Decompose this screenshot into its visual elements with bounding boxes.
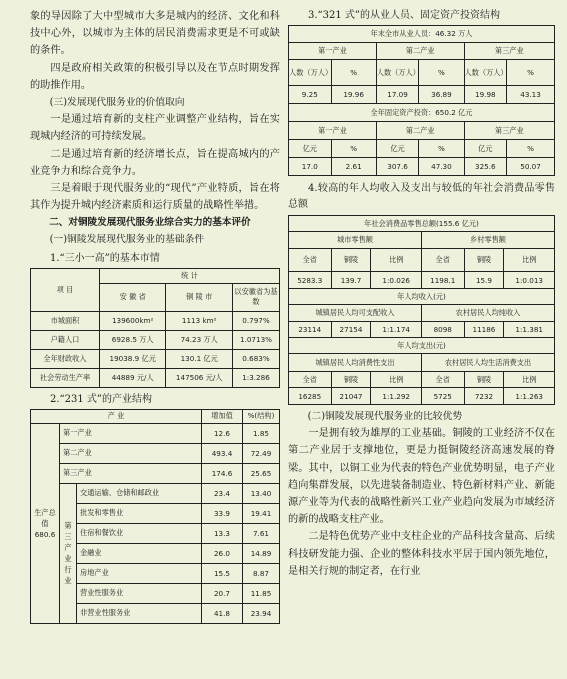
table-cell: 市城面积 <box>31 311 100 330</box>
header-cell: % <box>331 60 376 86</box>
paragraph: 一是拥有较为雄厚的工业基础。铜陵的工业经济不仅在第二产业居于支撑地位，更是力挺铜陵经济高速发展的脊梁。其中，以铜工业为代表的特色产业优势明显，电子产业趋向集群发展，以先进装备制造业、特色新材料产业、新能源产业等为代表的战略性新兴工业产业趋向发展为市域经济的新的战略支柱产业。 <box>288 428 555 526</box>
table-cell: 36.89 <box>419 86 464 104</box>
table-cell: 19038.9 亿元 <box>100 349 166 368</box>
header-cell: 亿元 <box>289 140 332 158</box>
table-cell: 房地产业 <box>77 563 202 583</box>
table-cell: 1:3.286 <box>233 368 280 387</box>
table-cell: 1:1.292 <box>371 388 422 405</box>
employment-investment-table <box>288 25 555 176</box>
table-cell: 第一产业 <box>60 423 202 443</box>
header-cell: 第三产业 <box>464 122 554 140</box>
table-row <box>31 349 280 368</box>
header-cell: 项 目 <box>31 268 100 311</box>
table-cell: 7232 <box>464 388 504 405</box>
header-cell: % <box>419 140 464 158</box>
table-cell: 23.4 <box>202 483 243 503</box>
header-cell: % <box>419 60 464 86</box>
paragraph: 三是着眼于现代服务业的“现代”产业特质，旨在将其作为提升城内经济素质和运行质量的战略性举措。 <box>30 183 280 212</box>
table-cell: 1198.1 <box>421 272 464 289</box>
table-cell: 6928.5 万人 <box>100 330 166 349</box>
table-title: 2.“231 式”的产业结构 <box>50 393 153 405</box>
table-cell: 11.85 <box>243 583 280 603</box>
header-cell: 产 业 <box>31 409 202 423</box>
header-cell: 乡村零售额 <box>421 232 554 249</box>
header-cell: 比例 <box>371 372 422 388</box>
table-cell: 27154 <box>331 322 371 338</box>
header-cell: 全省 <box>421 249 464 272</box>
header-cell: 城镇居民人均消费性支出 <box>289 354 422 372</box>
table-cell: 23114 <box>289 322 332 338</box>
row-group-label: 生产总值680.6 <box>31 423 60 623</box>
table-cell: 130.1 亿元 <box>166 349 233 368</box>
table-cell: 营业性服务业 <box>77 583 202 603</box>
table-cell: 8098 <box>421 322 464 338</box>
header-cell: 农村居民人均生活消费支出 <box>421 354 554 372</box>
table-cell: 1:1.263 <box>504 388 555 405</box>
header-cell: 以安徽省为基数 <box>233 283 280 311</box>
header-cell: 年社会消费品零售总额(155.6 亿元) <box>289 216 555 232</box>
header-cell: 年人均收入(元) <box>289 289 555 305</box>
table-cell: 139600km² <box>100 311 166 330</box>
table-cell: 7.61 <box>243 523 280 543</box>
header-cell: 铜陵 <box>464 249 504 272</box>
section-subheading: (一)铜陵发展现代服务业的基础条件 <box>49 234 205 246</box>
table-cell: 批发和零售业 <box>77 503 202 523</box>
table-row <box>289 158 555 176</box>
paragraph: 象的导因除了大中型城市大多是城内的经济、文化和科技中心外，以城市为主体的居民消费需求更是不可或缺的条件。 <box>30 11 280 57</box>
header-cell: 人数（万人） <box>464 60 507 86</box>
header-cell: 全年固定资产投资：650.2 亿元 <box>289 104 555 122</box>
table-title: 1.“三小一高”的基本市情 <box>50 252 160 264</box>
header-cell: 城镇居民人均可支配收入 <box>289 305 422 322</box>
table-cell: 17.09 <box>376 86 419 104</box>
table-row <box>289 388 555 405</box>
header-cell: 年末全市从业人员：46.32 万人 <box>289 26 555 43</box>
header-cell: 比例 <box>371 249 422 272</box>
header-cell: 年人均支出(元) <box>289 338 555 354</box>
income-consumption-table <box>288 215 555 405</box>
table-cell: 15.9 <box>464 272 504 289</box>
table-cell: 0.797% <box>233 311 280 330</box>
header-cell: 铜陵 <box>331 372 371 388</box>
table-row <box>289 86 555 104</box>
header-cell: % <box>507 60 555 86</box>
header-cell: 人数（万人） <box>289 60 332 86</box>
table-row <box>31 483 280 503</box>
industry-structure-table <box>30 409 280 624</box>
table-cell: 1.0713% <box>233 330 280 349</box>
table-cell: 13.3 <box>202 523 243 543</box>
paragraph: 二是特色优势产业中支柱企业的产品科技含量高、后续科技研发能力强、企业的整体科技水平居于国内领先地位，是相关行规的制定者，在行业 <box>288 531 555 577</box>
header-cell: 全省 <box>421 372 464 388</box>
table-cell: 493.4 <box>202 443 243 463</box>
table-cell: 11186 <box>464 322 504 338</box>
header-cell: 统 计 <box>100 268 280 283</box>
section-subheading: (三)发展现代服务业的价值取向 <box>49 97 185 109</box>
table-cell: 41.8 <box>202 603 243 623</box>
table-row <box>31 463 280 483</box>
table-title: 4.较高的年人均收入及支出与较低的年社会消费品零售总额 <box>288 183 555 210</box>
section-heading: 二、对铜陵发展现代服务业综合实力的基本评价 <box>49 217 251 229</box>
header-cell: 第二产业 <box>376 122 464 140</box>
table-cell: 16285 <box>289 388 332 405</box>
table-cell: 17.0 <box>289 158 332 176</box>
table-cell: 20.7 <box>202 583 243 603</box>
table-cell: 1113 km² <box>166 311 233 330</box>
section-subheading: (二)铜陵发展现代服务业的比较优势 <box>307 411 463 422</box>
table-cell: 19.98 <box>464 86 507 104</box>
table-cell: 147506 元/人 <box>166 368 233 387</box>
table-cell: 5725 <box>421 388 464 405</box>
table-cell: 1:0.026 <box>371 272 422 289</box>
header-cell: 第一产业 <box>289 43 377 60</box>
basic-situation-table <box>30 268 280 388</box>
header-cell: 全省 <box>289 372 332 388</box>
header-cell: 比例 <box>504 249 555 272</box>
header-cell: 安 徽 省 <box>100 283 166 311</box>
table-cell: 44889 元/人 <box>100 368 166 387</box>
table-cell: 74.23 万人 <box>166 330 233 349</box>
header-cell: 全省 <box>289 249 332 272</box>
paragraph: 一是通过培育新的支柱产业调整产业结构，旨在实现城内经济的可持续发展。 <box>30 114 280 143</box>
header-cell: 亿元 <box>464 140 507 158</box>
table-cell: 0.683% <box>233 349 280 368</box>
header-cell: 农村居民人均纯收入 <box>421 305 554 322</box>
table-cell: 金融业 <box>77 543 202 563</box>
table-row <box>289 272 555 289</box>
table-cell: 第二产业 <box>60 443 202 463</box>
table-cell: 174.6 <box>202 463 243 483</box>
header-cell: 城市零售额 <box>289 232 422 249</box>
table-row <box>31 368 280 387</box>
table-cell: 交通运输、仓储和邮政业 <box>77 483 202 503</box>
table-cell: 非营业性服务业 <box>77 603 202 623</box>
right-column <box>288 8 555 580</box>
header-cell: %(结构) <box>243 409 280 423</box>
table-cell: 第三产业 <box>60 463 202 483</box>
table-row <box>31 443 280 463</box>
paragraph: 二是通过培育新的经济增长点，旨在提高城内的产业竞争力和综合竞争力。 <box>30 148 280 177</box>
table-cell: 19.96 <box>331 86 376 104</box>
table-row <box>31 423 280 443</box>
table-cell: 14.89 <box>243 543 280 563</box>
table-cell: 25.65 <box>243 463 280 483</box>
table-row <box>31 311 280 330</box>
table-cell: 47.30 <box>419 158 464 176</box>
table-title: 3.“321 式”的从业人员、固定资产投资结构 <box>308 10 501 21</box>
table-cell: 12.6 <box>202 423 243 443</box>
table-cell: 住宿和餐饮业 <box>77 523 202 543</box>
header-cell: 第三产业 <box>464 43 554 60</box>
table-cell: 21047 <box>331 388 371 405</box>
table-row <box>289 322 555 338</box>
table-cell: 户籍人口 <box>31 330 100 349</box>
table-cell: 307.6 <box>376 158 419 176</box>
table-cell: 1:0.013 <box>504 272 555 289</box>
header-cell: 铜陵 <box>331 249 371 272</box>
table-cell: 139.7 <box>331 272 371 289</box>
header-cell: 铜 陵 市 <box>166 283 233 311</box>
table-cell: 15.5 <box>202 563 243 583</box>
table-cell: 43.13 <box>507 86 555 104</box>
table-cell: 1:1.381 <box>504 322 555 338</box>
header-cell: 增加值 <box>202 409 243 423</box>
table-cell: 5283.3 <box>289 272 332 289</box>
table-cell: 8.87 <box>243 563 280 583</box>
table-cell: 33.9 <box>202 503 243 523</box>
table-cell: 9.25 <box>289 86 332 104</box>
header-cell: 比例 <box>504 372 555 388</box>
table-cell: 72.49 <box>243 443 280 463</box>
table-cell: 325.6 <box>464 158 507 176</box>
table-cell: 1.85 <box>243 423 280 443</box>
header-cell: 人数（万人） <box>376 60 419 86</box>
header-cell: % <box>507 140 555 158</box>
header-cell: 铜陵 <box>464 372 504 388</box>
row-group-label: 第三产业行业 <box>60 483 77 623</box>
table-cell: 全年财政收入 <box>31 349 100 368</box>
table-cell: 13.40 <box>243 483 280 503</box>
header-cell: 亿元 <box>376 140 419 158</box>
left-column <box>30 8 280 624</box>
table-cell: 1:1.174 <box>371 322 422 338</box>
table-cell: 23.94 <box>243 603 280 623</box>
table-cell: 社会劳动生产率 <box>31 368 100 387</box>
table-cell: 50.07 <box>507 158 555 176</box>
paragraph: 四是政府相关政策的积极引导以及在节点时期发挥的助推作用。 <box>30 62 280 91</box>
header-cell: 第二产业 <box>376 43 464 60</box>
table-cell: 26.0 <box>202 543 243 563</box>
header-cell: % <box>331 140 376 158</box>
table-cell: 19.41 <box>243 503 280 523</box>
table-cell: 2.61 <box>331 158 376 176</box>
table-row <box>31 330 280 349</box>
header-cell: 第一产业 <box>289 122 377 140</box>
